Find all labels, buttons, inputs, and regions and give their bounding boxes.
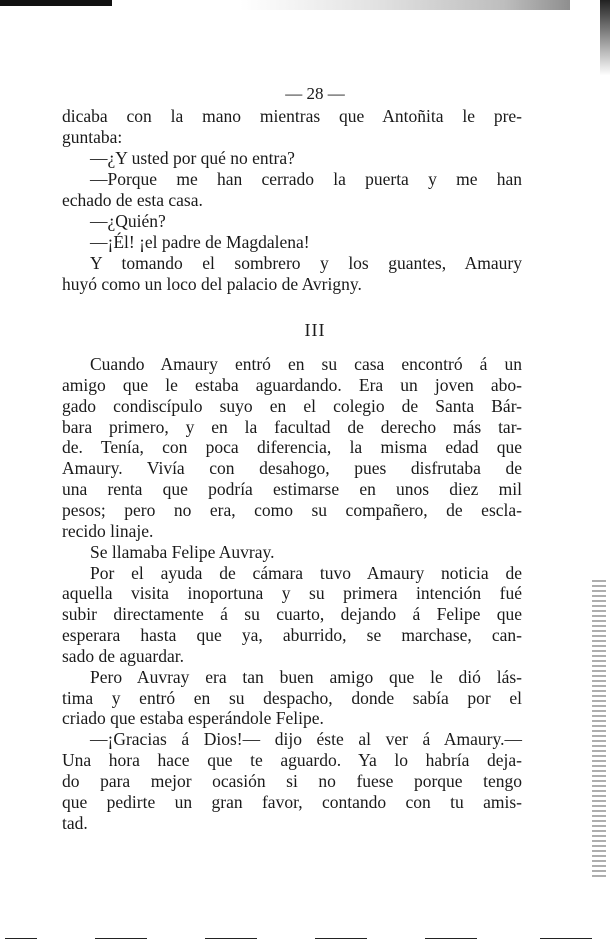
scan-edge-mark [0,0,112,6]
text-line: esperara hasta que ya, aburrido, se marchase, can- [62,625,522,646]
text-line: —¿Quién? [90,211,166,231]
text-line: —¡Él! ¡el padre de Magdalena! [90,232,310,252]
scan-noise [240,0,570,10]
text-line: de. Tenía, con poca diferencia, la misma edad que [62,437,522,458]
text-line: Y tomando el sombrero y los guantes, Amaury [90,253,522,273]
text-line: recido linaje. [62,520,154,541]
text-line: aquella visita inoportuna y su primera intención fué [62,583,522,604]
section-heading: III [304,320,326,340]
text-line: sado de aguardar. [62,645,184,666]
text-line: —Porque me han cerrado la puerta y me han [90,169,522,189]
text-line: Se llamaba Felipe Auvray. [90,541,275,562]
text-line: guntaba: [62,127,123,147]
text-line: tad. [62,812,88,833]
page-number: — 28 — [285,84,345,103]
text-line: criado que estaba esperándole Felipe. [62,708,324,729]
footer-rule [425,938,477,939]
text-line: Por el ayuda de cámara tuvo Amaury noticia de [90,562,522,583]
text-line: huyó como un loco del palacio de Avrigny. [62,274,362,294]
text-line: Cuando Amaury entró en su casa encontró á un [90,354,522,374]
footer-rule [205,938,257,939]
footer-rule [5,938,37,939]
text-line: echado de esta casa. [62,190,203,210]
footer-rule [315,938,367,939]
text-line: que pedirte un gran favor, contando con tu amis- [62,791,522,812]
text-line: subir directamente á su cuarto, dejando á Felipe que [62,604,522,625]
text-line: Amaury. Vivía con desahogo, pues disfrutaba de [62,458,522,479]
footer-rule [95,938,147,939]
text-line: tima y entró en su despacho, donde sabía por el [62,687,522,708]
text-line: bara primero, y en la facultad de derecho más tar- [62,416,522,437]
text-line: Pero Auvray era tan buen amigo que le dió lás- [90,666,522,687]
text-line: pesos; pero no era, como su compañero, de escla- [62,499,522,520]
text-line: —¿Y usted por qué no entra? [90,148,295,168]
text-line: —¡Gracias á Dios!— dijo éste al ver á Amaury.— [90,729,522,750]
scan-edge-texture [592,580,606,880]
text-line: Una hora hace que te aguardo. Ya lo habría deja- [62,750,522,771]
text-line: gado condiscípulo suyo en el colegio de Santa Bár- [62,395,522,416]
text-line: una renta que podría estimarse en unos diez mil [62,479,522,500]
text-line: amigo que le estaba aguardando. Era un joven abo- [62,374,522,395]
footer-rule [540,938,592,939]
text-line: do para mejor ocasión si no fuese porque tengo [62,771,522,791]
text-line: dicaba con la mano mientras que Antoñita le pre- [62,106,522,126]
